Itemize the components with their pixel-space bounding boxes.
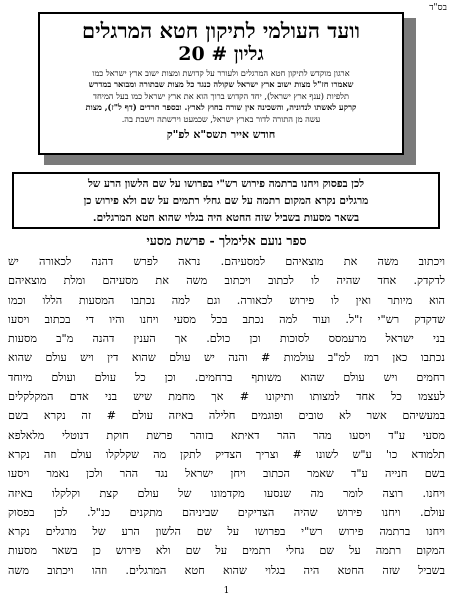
- text-line: בני ישראל מרעמסס לסוכות וכן כולם. אך הענין דהנה מ"ב מסעות: [8, 332, 445, 346]
- text-line: ויחנו. רוצה לומר מה שנסעו מקדמונו של עולם קצת וקלקלו באיזה: [8, 486, 445, 500]
- header-box: [38, 12, 404, 155]
- header-line: שאמרו חז"ל מצות ישוב ארץ ישראל שקולה כנגד כל מצות שבתורה ומבואר במדרש: [88, 79, 354, 90]
- issue-date: חודש אייר תשס"א לפ"ק: [166, 128, 276, 142]
- body-text: [8, 252, 445, 580]
- text-line: לדקדק. אחד שהיה לו לכתוב ויכתוב משה את מסעיהם ומלת מוצאיהם: [8, 274, 445, 288]
- header-line: תלפיות (ענף ארץ ישראל), יחד הקדוש ברוך הוא את ארץ ישראל כמו בעל המיחד: [93, 90, 349, 101]
- section-title: ספר נועם אלימלך - פרשת מסעי: [146, 233, 307, 248]
- text-line: בשביל שזה החטא היה בגלוי שהוא חטא המרגלים. וזהו ויכתוב משה: [8, 563, 445, 577]
- notice-line: לכן בפסוק ויחנו ברתמה פירוש רש"י בפרושו על שם הלשון הרע של: [88, 178, 364, 190]
- header-line: קרקע לאשתו לנדוניה, והשכינה אין שורה בחוץ לארץ. ובספר חרדים (דף ל"ז), מצות: [85, 102, 357, 113]
- notice-line: מרגלים נקרא המקום רתמה על שם גחלי רתמים על שם ולא פירוש כן: [83, 195, 369, 207]
- text-line: שדקדק רש"י ז"ל. ועוד למה נכתב בכל מסעי ויחנו והיו די בכתוב ויסעו: [8, 312, 445, 326]
- text-line: בשם חנייה ע"ד שאמר הכתוב ויחן ישראל נגד ההר ולכן נאמר ויסעו: [8, 467, 445, 481]
- text-line: נכתבו כאן רמז למ"ב עולמות # והנה יש עולם שהוא דין ויש עולם שהוא: [8, 351, 445, 365]
- text-line: עולם. ויחנו פירוש שהיה הצדיקים שביניהם מתקנים כנ"ל. לכן בפסוק: [8, 505, 445, 519]
- corner-mark: בס"ד: [429, 3, 447, 13]
- text-line: לעצמו כל אחד למצותו ותיקונו # אך מחמת שיש בני אדם המקלקלים: [8, 390, 445, 404]
- text-line: הוא מיותר ואין לו פירוש לכאורה. וגם למה נכתבו המסעות הללו וכמו: [8, 293, 445, 307]
- text-line: מסעי ע"ד ויסעו מהר ההר דאיתא בזוהר פרשת חוקת דנוטלי מלאלפא: [8, 428, 445, 442]
- notice-box: [12, 172, 440, 229]
- text-line: המקום רתמה על שם גחלי רתמים על שם ולא פירוש כן בשאר מסעות: [8, 544, 445, 558]
- header-line: עשה מן התורה לדור בארץ ישראל, שכמעט וירשתה וישבת בה.: [121, 113, 321, 124]
- text-line: ויחנו ברתמה פירוש רש"י בפרושו על שם הלשון הרע של מרגלים נקרא: [8, 525, 445, 539]
- header-title: וועד העולמי לתיקון חטא המרגלים: [82, 18, 360, 43]
- header-description: [46, 68, 396, 125]
- text-line: תלמודא כו' ע"ש לשונו # וצריך הצדיק לתקן מה שקלקלו עולם וזה נקרא: [8, 447, 445, 461]
- issue-number: גליון # 20: [178, 43, 264, 65]
- header-line: ארגון מוקדש לתיקון חטא המרגלים ולעורר על קדושת ומצות ישוב ארץ ישראל כמו: [92, 68, 350, 78]
- text-line: במעשיהם אשר לא טובים ופוגמים חלילה באיזה עולם # זה נקרא בשם: [8, 409, 445, 423]
- notice-line: בשאר מסעות בשביל שזה החטא היה בגלוי שהוא חטא המרגלים.: [92, 212, 360, 224]
- text-line: רחמים ויש עולם שהוא משותף ברחמים. וכן כל עולם ועולם מיוחד: [8, 370, 445, 384]
- page-number: 1: [223, 586, 230, 596]
- text-line: ויכתוב משה את מוצאיהם למסעיהם. נראה לפרש דהנה לכאורה יש: [8, 255, 445, 268]
